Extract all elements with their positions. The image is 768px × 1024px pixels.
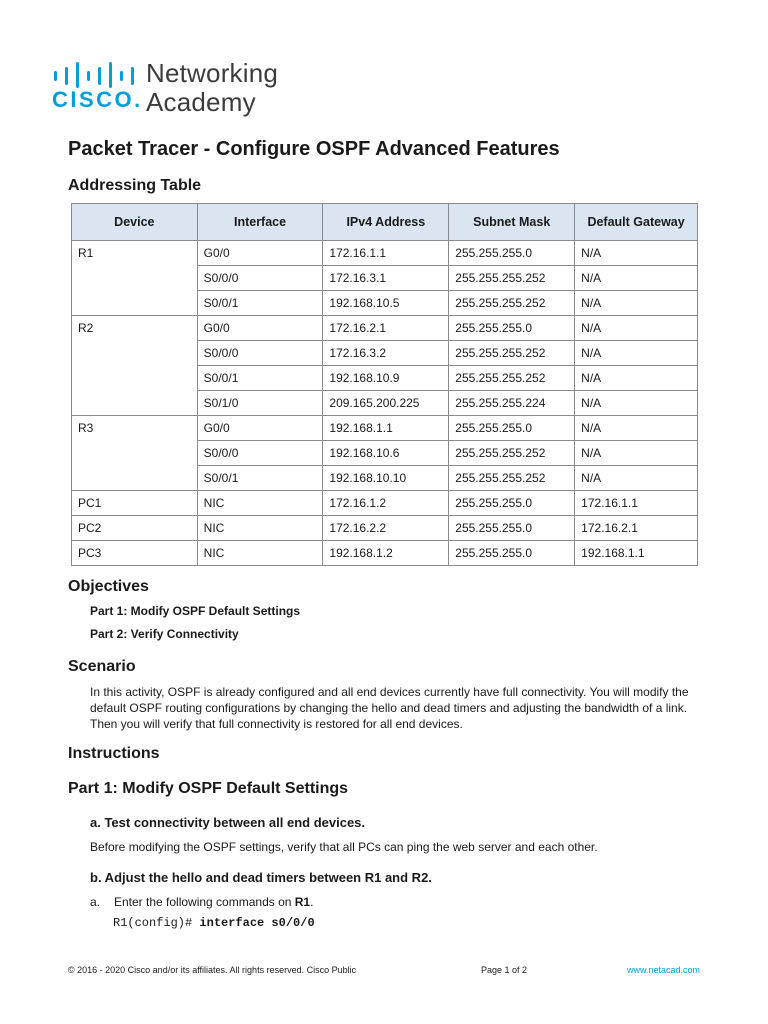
step-a-heading: a. Test connectivity between all end devices. [90, 815, 366, 830]
ipv4-cell: 192.168.10.6 [323, 441, 449, 466]
table-row [72, 316, 698, 341]
device-cell: PC3 [72, 541, 198, 566]
cisco-wordmark: CISCO. [52, 87, 143, 112]
interface-cell: S0/0/0 [197, 341, 323, 366]
ipv4-cell: 192.168.1.2 [323, 541, 449, 566]
gateway-cell: N/A [575, 441, 698, 466]
gateway-cell: N/A [575, 416, 698, 441]
ipv4-cell: 209.165.200.225 [323, 391, 449, 416]
substep-device: R1 [294, 895, 311, 909]
subnet-cell: 255.255.255.0 [449, 541, 575, 566]
subnet-cell: 255.255.255.252 [449, 466, 575, 491]
footer-page-number: Page 1 of 2 [481, 965, 528, 975]
scenario-heading: Scenario [68, 658, 136, 675]
subnet-cell: 255.255.255.224 [449, 391, 575, 416]
ipv4-cell: 172.16.3.2 [323, 341, 449, 366]
subnet-cell: 255.255.255.252 [449, 366, 575, 391]
device-cell: PC1 [72, 491, 198, 516]
column-header-default-gateway: Default Gateway [575, 204, 698, 241]
gateway-cell: 172.16.2.1 [575, 516, 698, 541]
table-row [72, 241, 698, 266]
interface-cell: NIC [197, 541, 323, 566]
subnet-cell: 255.255.255.252 [449, 441, 575, 466]
table-header-row [72, 204, 698, 241]
column-header-interface: Interface [197, 204, 323, 241]
subnet-cell: 255.255.255.252 [449, 266, 575, 291]
substep-marker: a. [90, 895, 101, 909]
addressing-table-heading: Addressing Table [68, 177, 202, 194]
interface-cell: S0/0/0 [197, 266, 323, 291]
addressing-table [71, 203, 698, 566]
document-title: Packet Tracer - Configure OSPF Advanced Features [68, 138, 560, 160]
gateway-cell: N/A [575, 241, 698, 266]
logo-networking-text: Networking [146, 58, 279, 88]
part-1-heading: Part 1: Modify OSPF Default Settings [68, 780, 349, 797]
column-header-subnet-mask: Subnet Mask [449, 204, 575, 241]
footer-link[interactable]: www.netacad.com [626, 965, 700, 975]
substep-end: . [310, 895, 314, 909]
subnet-cell: 255.255.255.0 [449, 241, 575, 266]
gateway-cell: N/A [575, 291, 698, 316]
device-cell: PC2 [72, 516, 198, 541]
ipv4-cell: 192.168.10.10 [323, 466, 449, 491]
device-cell: R3 [72, 416, 198, 491]
gateway-cell: N/A [575, 266, 698, 291]
interface-cell: NIC [197, 516, 323, 541]
interface-cell: G0/0 [197, 416, 323, 441]
footer-copyright: © 2016 - 2020 Cisco and/or its affiliates. All rights reserved. Cisco Public [68, 965, 357, 975]
interface-cell: G0/0 [197, 241, 323, 266]
interface-cell: NIC [197, 491, 323, 516]
objective-part-1: Part 1: Modify OSPF Default Settings [90, 604, 301, 618]
objective-part-2: Part 2: Verify Connectivity [90, 627, 239, 641]
gateway-cell: N/A [575, 341, 698, 366]
subnet-cell: 255.255.255.0 [449, 316, 575, 341]
ipv4-cell: 192.168.1.1 [323, 416, 449, 441]
ipv4-cell: 172.16.2.2 [323, 516, 449, 541]
subnet-cell: 255.255.255.0 [449, 491, 575, 516]
command-prompt: R1(config)# [113, 916, 200, 930]
table-row [72, 416, 698, 441]
subnet-cell: 255.255.255.0 [449, 516, 575, 541]
step-b-heading: b. Adjust the hello and dead timers between R1 and R2. [90, 870, 432, 885]
interface-cell: S0/0/1 [197, 291, 323, 316]
logo-academy-text: Academy [146, 87, 256, 117]
column-header-device: Device [72, 204, 198, 241]
gateway-cell: 172.16.1.1 [575, 491, 698, 516]
ipv4-cell: 172.16.1.1 [323, 241, 449, 266]
cisco-networking-academy-logo [52, 58, 312, 118]
ipv4-cell: 172.16.2.1 [323, 316, 449, 341]
command-text: interface s0/0/0 [199, 916, 315, 930]
instructions-heading: Instructions [68, 745, 160, 762]
substep-a [90, 894, 702, 910]
command-line [113, 916, 315, 930]
table-row [72, 541, 698, 566]
table-row [72, 516, 698, 541]
device-cell: R1 [72, 241, 198, 316]
gateway-cell: N/A [575, 391, 698, 416]
interface-cell: S0/0/1 [197, 466, 323, 491]
subnet-cell: 255.255.255.252 [449, 291, 575, 316]
interface-cell: G0/0 [197, 316, 323, 341]
interface-cell: S0/0/0 [197, 441, 323, 466]
objectives-heading: Objectives [68, 578, 149, 595]
ipv4-cell: 172.16.3.1 [323, 266, 449, 291]
gateway-cell: N/A [575, 466, 698, 491]
interface-cell: S0/1/0 [197, 391, 323, 416]
ipv4-cell: 192.168.10.5 [323, 291, 449, 316]
gateway-cell: 192.168.1.1 [575, 541, 698, 566]
device-cell: R2 [72, 316, 198, 416]
gateway-cell: N/A [575, 316, 698, 341]
interface-cell: S0/0/1 [197, 366, 323, 391]
cisco-bars-icon [54, 62, 140, 88]
step-a-text: Before modifying the OSPF settings, verify that all PCs can ping the web server and each other. [90, 840, 598, 854]
gateway-cell: N/A [575, 366, 698, 391]
column-header-ipv4-address: IPv4 Address [323, 204, 449, 241]
ipv4-cell: 192.168.10.9 [323, 366, 449, 391]
ipv4-cell: 172.16.1.2 [323, 491, 449, 516]
table-row [72, 491, 698, 516]
subnet-cell: 255.255.255.0 [449, 416, 575, 441]
scenario-text: In this activity, OSPF is already configured and all end devices currently have full connectivity. You will modify the default OSPF routing configurations by changing the hello and dead timers and adjusting the bandwidth of a link. Then you will verify that full connectivity is restored for all end devices. [90, 685, 689, 731]
subnet-cell: 255.255.255.252 [449, 341, 575, 366]
substep-text: Enter the following commands on [114, 895, 295, 909]
